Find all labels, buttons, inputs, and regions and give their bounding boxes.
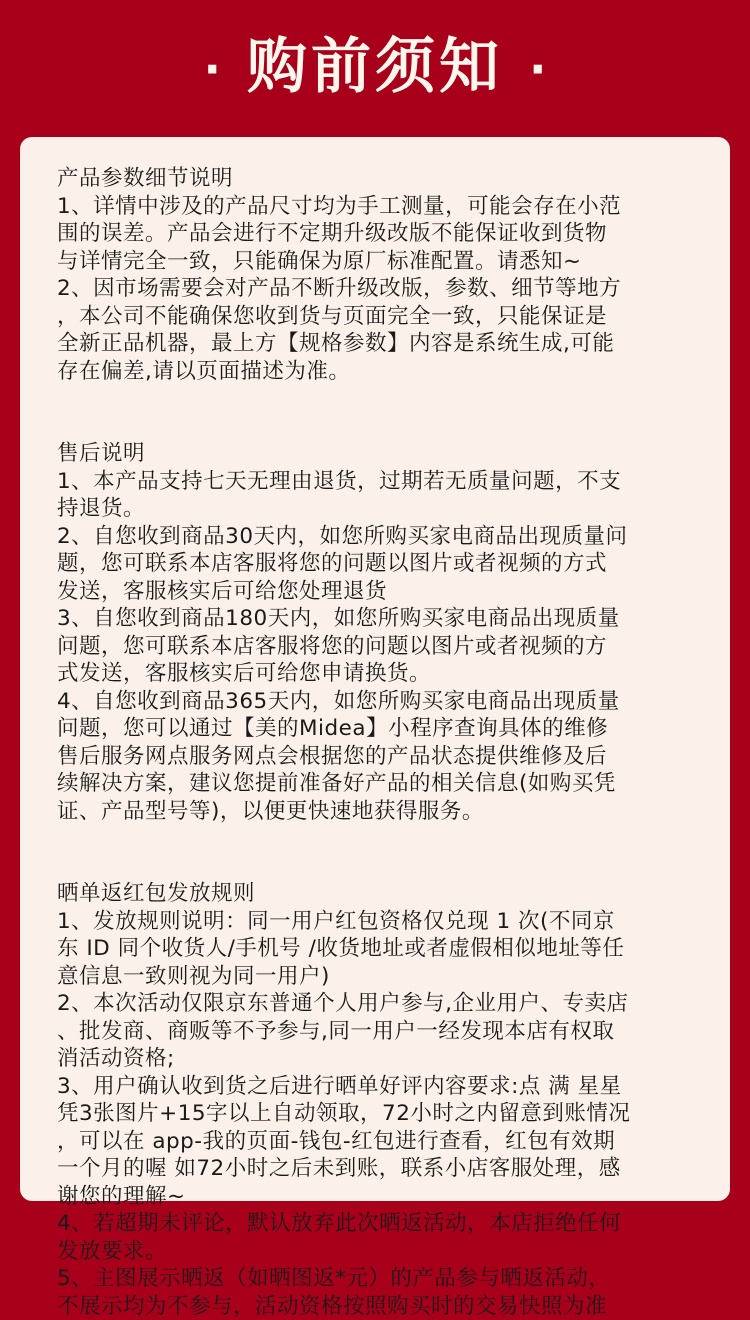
text-line: 续解决方案，建议您提前准备好产品的相关信息(如购买凭 — [57, 770, 710, 798]
text-line: 谢您的理解~ — [57, 1183, 710, 1211]
text-line: 售后服务网点服务网点会根据您的产品状态提供维修及后 — [57, 743, 710, 771]
text-line: 问题，您可联系本店客服将您的问题以图片或者视频的方 — [57, 633, 710, 661]
text-line: 4、自您收到商品365天内，如您所购买家电商品出现质量 — [57, 688, 710, 716]
text-line: 东 ID 同个收货人/手机号 /收货地址或者虚假相似地址等任 — [57, 935, 710, 963]
text-line: 5、主图展示晒返（如晒图返*元）的产品参与晒返活动， — [57, 1265, 710, 1293]
text-line: 3、用户确认收到货之后进行晒单好评内容要求:点 满 星星 — [57, 1073, 710, 1101]
text-line: 1、详情中涉及的产品尺寸均为手工测量，可能会存在小范 — [57, 193, 710, 221]
text-line: 发放要求。 — [57, 1238, 710, 1266]
text-line: 围的误差。产品会进行不定期升级改版不能保证收到货物 — [57, 220, 710, 248]
text-line: ，本公司不能确保您收到货与页面完全一致，只能保证是 — [57, 303, 710, 331]
text-line: 、批发商、商贩等不予参与,同一用户一经发现本店有权取 — [57, 1018, 710, 1046]
text-line: 消活动资格; — [57, 1045, 710, 1073]
text-line: 持退货。 — [57, 495, 710, 523]
text-line: 不展示均为不参与，活动资格按照购买时的交易快照为准 — [57, 1293, 710, 1320]
text-line: 存在偏差,请以页面描述为准。 — [57, 358, 710, 386]
section-heading: 产品参数细节说明 — [57, 165, 710, 193]
text-line: 问题，您可以通过【美的Midea】小程序查询具体的维修 — [57, 715, 710, 743]
text-line: 凭3张图片+15字以上自动领取，72小时之内留意到账情况 — [57, 1100, 710, 1128]
section-after-sales — [57, 440, 710, 825]
header-dot-left: · — [204, 46, 221, 92]
text-line: 证、产品型号等)，以便更快速地获得服务。 — [57, 798, 710, 826]
section-heading: 售后说明 — [57, 440, 710, 468]
text-line: 4、若超期未评论，默认放弃此次晒返活动，本店拒绝任何 — [57, 1210, 710, 1238]
text-line: 2、自您收到商品30天内，如您所购买家电商品出现质量问 — [57, 523, 710, 551]
text-line: ，可以在 app-我的页面-钱包-红包进行查看，红包有效期 — [57, 1128, 710, 1156]
text-line: 发送，客服核实后可给您处理退货 — [57, 578, 710, 606]
section-product-params — [57, 165, 710, 385]
text-line: 1、发放规则说明：同一用户红包资格仅兑现 1 次(不同京 — [57, 908, 710, 936]
text-line: 一个月的喔 如72小时之后未到账，联系小店客服处理，感 — [57, 1155, 710, 1183]
header-banner — [0, 0, 750, 137]
text-line: 题，您可联系本店客服将您的问题以图片或者视频的方式 — [57, 550, 710, 578]
page-title: 购前须知 — [247, 37, 503, 97]
text-line: 2、因市场需要会对产品不断升级改版，参数、细节等地方 — [57, 275, 710, 303]
section-heading: 晒单返红包发放规则 — [57, 880, 710, 908]
header-dot-right: · — [529, 46, 546, 92]
text-line: 2、本次活动仅限京东普通个人用户参与,企业用户、专卖店 — [57, 990, 710, 1018]
text-line: 式发送，客服核实后可给您申请换货。 — [57, 660, 710, 688]
text-line: 3、自您收到商品180天内，如您所购买家电商品出现质量 — [57, 605, 710, 633]
section-review-rebate-rules — [57, 880, 710, 1320]
text-line: 意信息一致则视为同一用户) — [57, 963, 710, 991]
notice-card — [20, 137, 730, 1201]
text-line: 1、本产品支持七天无理由退货，过期若无质量问题，不支 — [57, 468, 710, 496]
text-line: 与详情完全一致，只能确保为原厂标准配置。请悉知~ — [57, 248, 710, 276]
text-line: 全新正品机器，最上方【规格参数】内容是系统生成,可能 — [57, 330, 710, 358]
